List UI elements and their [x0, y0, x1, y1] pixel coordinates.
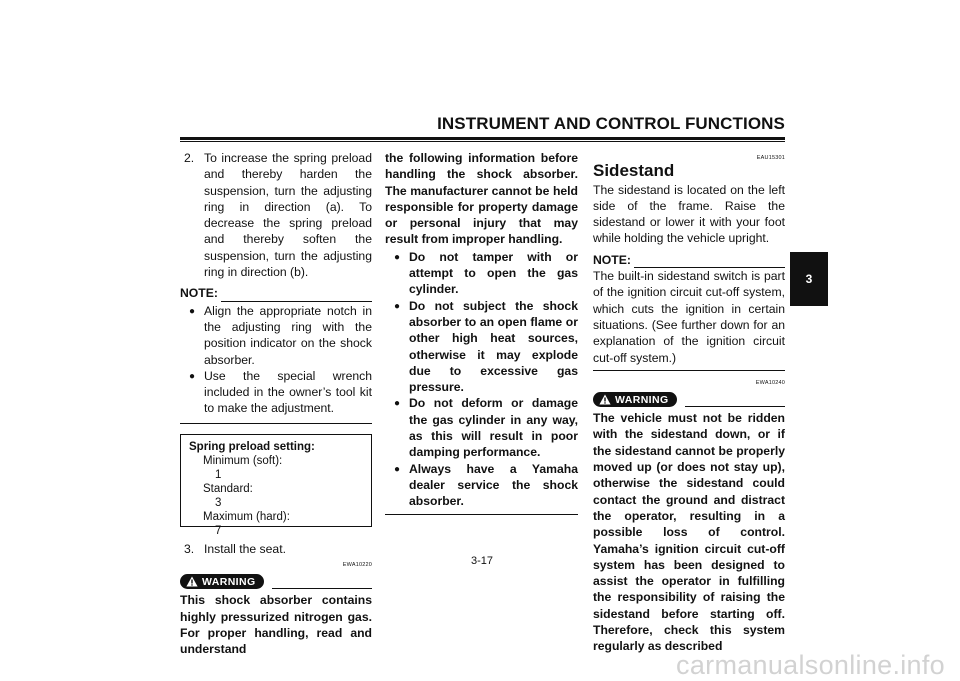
- note-text: The built-in sidestand switch is part of the ignition circuit cut-off system, which cuts the ignition in certain situations. (See further down for an explanation of the ignition circuit cut-off system.): [593, 269, 785, 365]
- warning-icon: [599, 394, 611, 405]
- bullet-text: Do not deform or damage the gas cylinder in any way, as this will result in poor damping performance.: [409, 396, 578, 460]
- bullet-icon: ●: [393, 398, 401, 410]
- watermark: carmanualsonline.info: [676, 650, 945, 680]
- warning-rule: [685, 406, 785, 407]
- list-item: [385, 461, 578, 510]
- list-item: [385, 298, 578, 396]
- spec-max-value: 7: [215, 524, 222, 537]
- warning-text: This shock absorber contains highly pressurized nitrogen gas. For proper handling, read and understand: [180, 593, 372, 657]
- step-text: To increase the spring preload and thereby harden the suspension, turn the adjusting ring in direction (a). To decrease the spring preload and thereby soften the suspension, turn the adjusting ring in direction (b).: [204, 151, 372, 280]
- spec-min-label: Minimum (soft):: [203, 454, 283, 467]
- bullet-text: Do not tamper with or attempt to open the gas cylinder.: [409, 249, 578, 297]
- list-item: [385, 395, 578, 460]
- warning-badge: [180, 574, 264, 589]
- bullet-icon: ●: [393, 251, 401, 263]
- header-rule-thin: [180, 141, 785, 142]
- note-rule: [634, 257, 785, 268]
- bullet-icon: ●: [188, 305, 196, 317]
- bullet-text: Always have a Yamaha dealer service the shock absorber.: [409, 461, 578, 509]
- section-code: EAU15301: [756, 155, 785, 161]
- step-number: 2.: [184, 151, 195, 165]
- note-header: [593, 252, 785, 268]
- warning-code: EWA10220: [342, 562, 372, 569]
- step-text: Install the seat.: [204, 541, 286, 556]
- warning-continued-text: the following information before handling the shock absorber. The manufacturer cannot be held responsible for property damage or personal injury that may result from improper handling.: [385, 151, 578, 247]
- warning-code: EWA10240: [755, 379, 785, 386]
- spec-max-label: Maximum (hard):: [203, 510, 290, 523]
- note-bullet-list: [180, 303, 372, 417]
- spec-std-value: 3: [215, 496, 222, 509]
- list-item: [180, 303, 372, 368]
- warning-icon: [186, 576, 198, 587]
- column-middle: [385, 150, 578, 515]
- list-item: [180, 368, 372, 417]
- note-end-rule: [180, 423, 372, 424]
- page-number: 3-17: [470, 555, 494, 567]
- bullet-icon: ●: [393, 300, 401, 312]
- step-3: [180, 541, 372, 557]
- step-2: [180, 150, 372, 280]
- header-rule: [180, 137, 785, 140]
- spec-min-value: 1: [215, 468, 222, 481]
- page-header-title: INSTRUMENT AND CONTROL FUNCTIONS: [437, 114, 785, 133]
- note-end-rule: [593, 370, 785, 371]
- note-rule: [221, 291, 372, 302]
- bullet-text: Do not subject the shock absorber to an open flame or other high heat sources, otherwise it may explode due to excessive gas pressure.: [409, 298, 578, 395]
- warning-end-rule: [385, 514, 578, 515]
- bullet-icon: ●: [393, 463, 401, 475]
- section-intro: The sidestand is located on the left side of the frame. Raise the sidestand or lower it with your foot while holding the vehicle upright.: [593, 182, 785, 246]
- warning-label: WARNING: [202, 575, 256, 588]
- spec-title: Spring preload setting:: [189, 440, 315, 453]
- list-item: [385, 249, 578, 298]
- warning-header: [593, 392, 785, 407]
- bullet-text: Align the appropriate notch in the adjusting ring with the position indicator on the shock absorber.: [204, 303, 372, 367]
- section-title: Sidestand: [593, 161, 675, 181]
- step-number: 3.: [184, 541, 195, 556]
- column-left: [180, 150, 372, 658]
- column-right: [593, 150, 785, 655]
- warning-badge: [593, 392, 677, 407]
- spec-std-label: Standard:: [203, 482, 253, 495]
- warning-rule: [272, 588, 372, 589]
- warning-text: The vehicle must not be ridden with the sidestand down, or if the sidestand cannot be properly moved up (or does not stay up), otherwise the sidestand could contact the ground and distract the operator, resulting in a possible loss of control. Yamaha’s ignition circuit cut-off system has been designed to assist the operator in fulfilling the responsibility of raising the sidestand before starting off. Therefore, check this system regularly as described: [593, 411, 785, 654]
- note-label: NOTE:: [593, 252, 631, 267]
- warning-label: WARNING: [615, 393, 669, 406]
- bullet-text: Use the special wrench included in the owner’s tool kit to make the adjustment.: [204, 368, 372, 416]
- bullet-icon: ●: [188, 370, 196, 382]
- warning-bullet-list: [385, 249, 578, 510]
- note-header: [180, 285, 372, 301]
- warning-header: [180, 574, 372, 589]
- note-label: NOTE:: [180, 286, 218, 301]
- chapter-tab: 3: [790, 252, 828, 306]
- spec-box: [180, 434, 372, 537]
